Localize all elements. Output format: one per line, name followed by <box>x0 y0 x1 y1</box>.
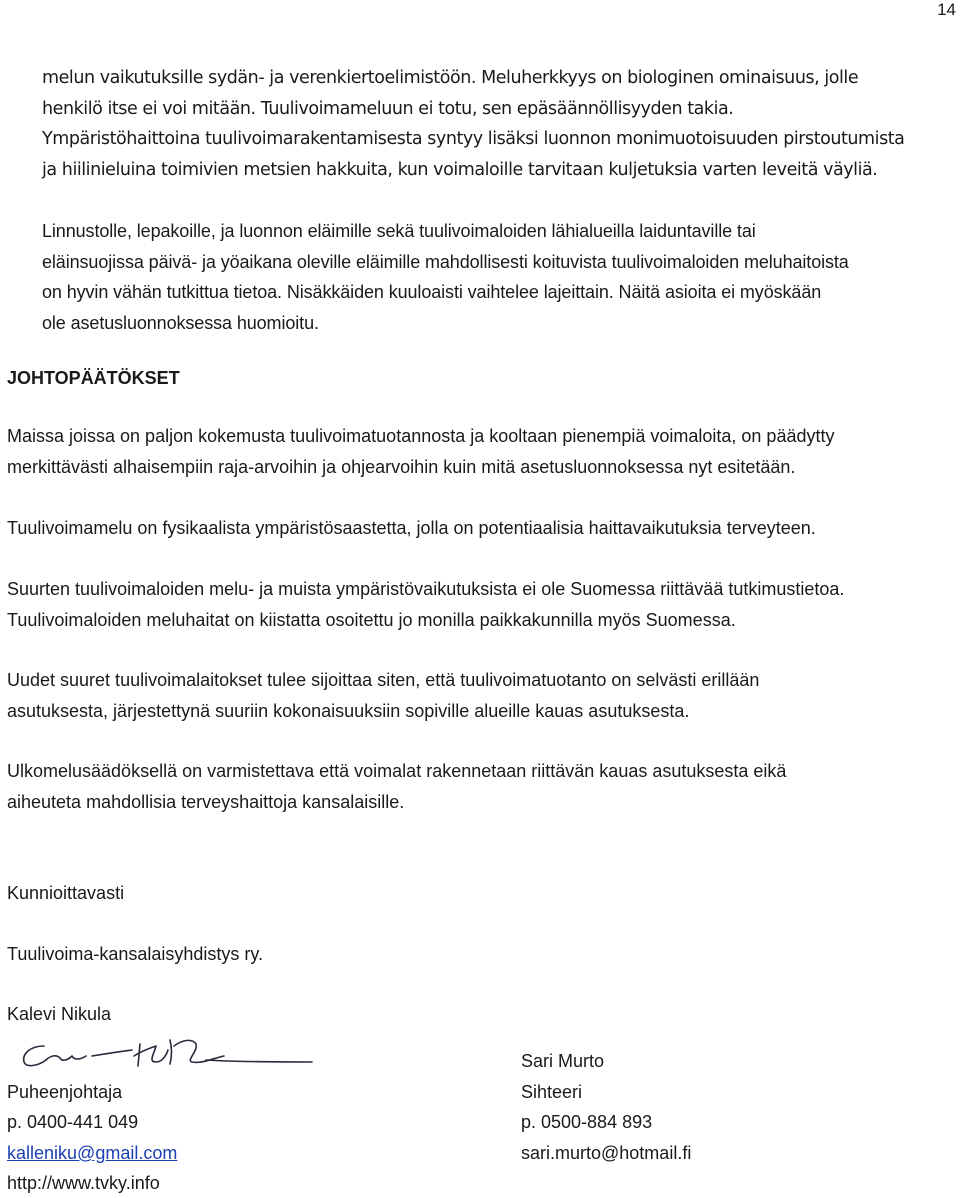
paragraph-line: asutuksesta, järjestettynä suuriin kokonaisuuksiin sopiville alueille kauas asutuksesta. <box>7 700 690 721</box>
conclusion-paragraph-4 <box>7 665 759 726</box>
signature-stroke <box>170 1040 172 1064</box>
signer2-name: Sari Murto <box>521 1051 605 1071</box>
intro-paragraph-1 <box>42 63 904 185</box>
signature-stroke <box>46 1056 86 1060</box>
paragraph-line: merkittävästi alhaisempiin raja-arvoihin ja ohjearvoihin kuin mitä asetusluonnoksessa nyt esitetään. <box>7 456 796 477</box>
closing-phrase: Kunnioittavasti <box>7 883 125 903</box>
paragraph-line: Linnustolle, lepakoille, ja luonnon eläimille sekä tuulivoimaloiden lähialueilla laiduntaville tai <box>42 221 756 241</box>
signer1-email-link[interactable]: kalleniku@gmail.com <box>7 1143 178 1163</box>
paragraph-line: Maissa joissa on paljon kokemusta tuulivoimatuotannosta ja kooltaan pienempiä voimaloita, on päädytty <box>7 426 835 446</box>
signature-stroke <box>24 1046 46 1066</box>
conclusion-paragraph-2 <box>7 513 816 544</box>
signer2-title: Sihteeri <box>521 1082 583 1102</box>
signer1-website: http://www.tvky.info <box>7 1173 160 1193</box>
signature-stroke <box>206 1060 312 1062</box>
conclusion-paragraph-1 <box>7 421 834 482</box>
paragraph-line: ole asetusluonnoksessa huomioitu. <box>42 312 319 333</box>
handwritten-signature <box>16 1032 316 1076</box>
section-heading: JOHTOPÄÄTÖKSET <box>7 368 180 388</box>
paragraph-line: eläinsuojissa päivä- ja yöaikana oleville eläimille mahdollisesti koituvista tuulivoimaloiden meluhaitoista <box>42 251 849 272</box>
paragraph-line: Uudet suuret tuulivoimalaitokset tulee sijoittaa siten, että tuulivoimatuotanto on selvästi erillään <box>7 670 760 690</box>
paragraph-line: Ulkomelusäädöksellä on varmistettava että voimalat rakennetaan riittävän kauas asutuksesta eikä <box>7 761 787 781</box>
paragraph-line: melun vaikutuksille sydän- ja verenkiertoelimistöön. Meluherkkyys on biologinen ominaisuus, jolle <box>42 68 859 88</box>
intro-paragraph-2 <box>42 216 849 338</box>
signer1-name: Kalevi Nikula <box>7 1004 112 1024</box>
signer1-title: Puheenjohtaja <box>7 1082 123 1102</box>
signature-stroke <box>92 1050 132 1056</box>
signer2-phone: p. 0500-884 893 <box>521 1112 653 1132</box>
signature-stroke <box>174 1040 224 1062</box>
paragraph-line: on hyvin vähän tutkittua tietoa. Nisäkkäiden kuuloaisti vaihtelee lajeittain. Näitä asioita ei myöskään <box>42 282 822 302</box>
signature-stroke <box>138 1044 140 1066</box>
paragraph-line: ja hiilinieluina toimivien metsien hakkuita, kun voimaloille tarvitaan kuljetuksia varten leveitä väyliä. <box>42 159 878 180</box>
paragraph-line: Tuulivoimaloiden meluhaitat on kiistatta osoitettu jo monilla paikkakunnilla myös Suomessa. <box>7 609 736 630</box>
paragraph-line: henkilö itse ei voi mitään. Tuulivoimameluun ei totu, sen epäsäännöllisyyden takia. <box>42 98 734 119</box>
signer2-email: sari.murto@hotmail.fi <box>521 1143 692 1163</box>
signer1-phone: p. 0400-441 049 <box>7 1112 139 1132</box>
paragraph-line: Suurten tuulivoimaloiden melu- ja muista ympäristövaikutuksista ei ole Suomessa riittävää tutkimustietoa. <box>7 579 845 599</box>
conclusion-paragraph-5 <box>7 756 786 817</box>
organization-name: Tuulivoima-kansalaisyhdistys ry. <box>7 944 264 964</box>
paragraph-line: Tuulivoimamelu on fysikaalista ympäristösaastetta, jolla on potentiaalisia haittavaikutuksia terveyteen. <box>7 518 816 538</box>
paragraph-line: aiheuteta mahdollisia terveyshaittoja kansalaisille. <box>7 791 405 812</box>
paragraph-line: Ympäristöhaittoina tuulivoimarakentamisesta syntyy lisäksi luonnon monimuotoisuuden pirstoutumista <box>42 129 905 149</box>
conclusion-paragraph-3 <box>7 574 844 635</box>
page-number: 14 <box>937 0 956 19</box>
